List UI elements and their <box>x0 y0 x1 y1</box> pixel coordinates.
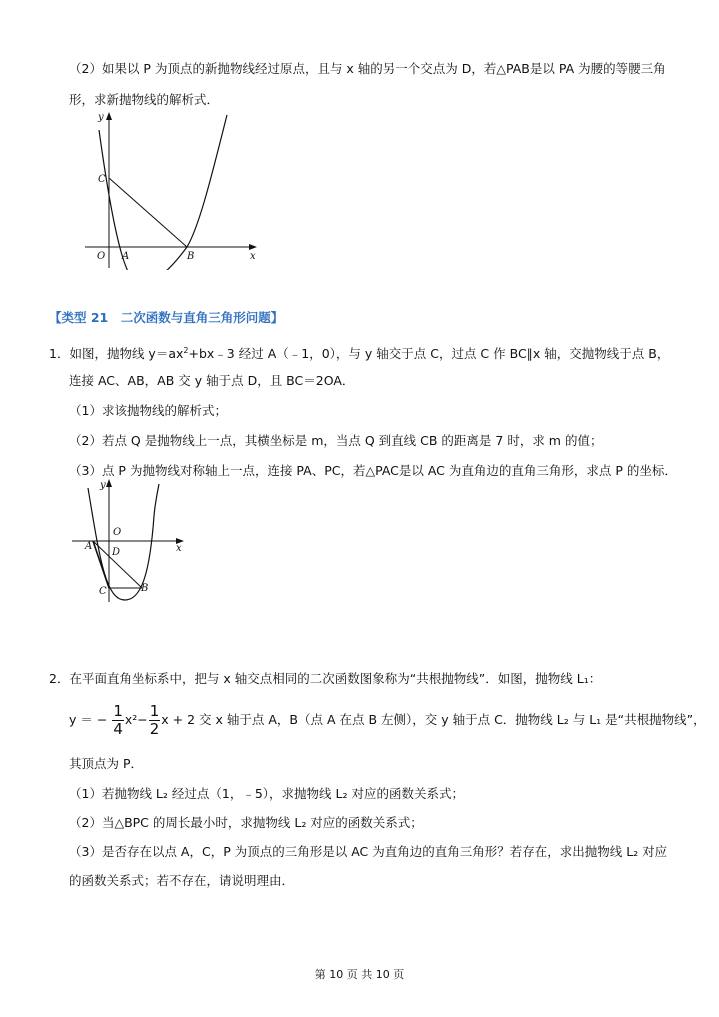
p2-q1: （1）若抛物线 L₂ 经过点（1，﹣5），求抛物线 L₂ 对应的函数关系式； <box>69 786 464 801</box>
p1-line1-sup: 2 <box>183 346 189 355</box>
fig1-x-arrow <box>249 244 257 250</box>
p2-frac-2-den: 2 <box>149 720 160 738</box>
p2-q3-line1: （3）是否存在以点 A，C，P 为顶点的三角形是以 AC 为直角边的直角三角形？若存在，求出抛物线 L₂ 对应 <box>69 844 668 859</box>
p1-line1-a: 1．如图，抛物线 y＝ax <box>49 346 184 362</box>
p2-q3-line2: 的函数关系式；若不存在，请说明理由． <box>69 873 295 888</box>
fig2-y-arrow <box>106 479 112 487</box>
fig2-label-y: y <box>100 480 106 491</box>
p2-line3: 其顶点为 P． <box>69 756 144 771</box>
p2-frac-1-den: 4 <box>113 720 123 738</box>
fig2-label-d: D <box>112 547 121 558</box>
p1-line1 <box>49 343 669 362</box>
section-title: 【类型 21 二次函数与直角三角形问题】 <box>49 310 284 325</box>
fig1-segment-cb <box>109 178 187 247</box>
fig1-label-o: O <box>97 251 106 262</box>
p2-equation-line <box>69 700 706 740</box>
p2-line1: 2．在平面直角坐标系中，把与 x 轴交点相同的二次函数图象称为“共根抛物线”．如图，抛物线 L₁： <box>49 671 602 686</box>
p1-q1: （1）求该抛物线的解析式； <box>69 403 227 418</box>
fig2-label-a: A <box>85 541 93 552</box>
fig1-label-c: C <box>98 174 106 185</box>
p2-frac-2 <box>149 703 161 738</box>
q2-text-line2: 形，求新抛物线的解析式． <box>69 92 220 107</box>
figure-2 <box>70 476 200 606</box>
fig2-label-b: B <box>141 583 149 594</box>
fig1-label-b: B <box>187 251 195 262</box>
p1-line1-b: +bx﹣3 经过 A（﹣1，0），与 y 轴交于点 C，过点 C 作 BC∥x 轴，交抛物线于点 B， <box>188 346 670 362</box>
fig2-label-o: O <box>113 527 122 538</box>
p2-frac-1 <box>112 703 124 738</box>
fig1-y-arrow <box>106 112 112 120</box>
p2-eq-mid: x²− <box>124 712 148 727</box>
p1-line2: 连接 AC、AB，AB 交 y 轴于点 D，且 BC＝2OA． <box>69 373 355 388</box>
q2-text-line1: （2）如果以 P 为顶点的新抛物线经过原点，且与 x 轴的另一个交点为 D，若△PAB是以 PA 为腰的等腰三角 <box>69 61 666 76</box>
fig2-label-c: C <box>99 586 107 597</box>
p2-frac-2-num: 1 <box>149 702 160 720</box>
p2-q2: （2）当△BPC 的周长最小时，求抛物线 L₂ 对应的函数关系式； <box>69 815 423 830</box>
page-footer: 第 10 页 共 10 页 <box>314 968 405 981</box>
fig1-label-y: y <box>98 112 104 123</box>
fig1-label-x: x <box>250 251 256 262</box>
p2-frac-1-num: 1 <box>113 702 123 720</box>
p2-eq-suffix: x + 2 交 x 轴于点 A，B（点 A 在点 B 左侧），交 y 轴于点 C．抛物线 L₂ 与 L₁ 是“共根抛物线”， <box>161 712 706 727</box>
fig1-label-a: A <box>122 251 130 262</box>
p1-q3: （3）点 P 为抛物线对称轴上一点，连接 PA、PC，若△PAC是以 AC 为直角边的直角三角形，求点 P 的坐标． <box>69 463 677 478</box>
fig2-label-x: x <box>176 543 182 554</box>
p2-eq-prefix: y ＝ − <box>69 712 108 727</box>
p1-q2: （2）若点 Q 是抛物线上一点，其横坐标是 m，当点 Q 到直线 CB 的距离是 7 时，求 m 的值； <box>69 433 603 448</box>
figure-1 <box>85 110 265 270</box>
